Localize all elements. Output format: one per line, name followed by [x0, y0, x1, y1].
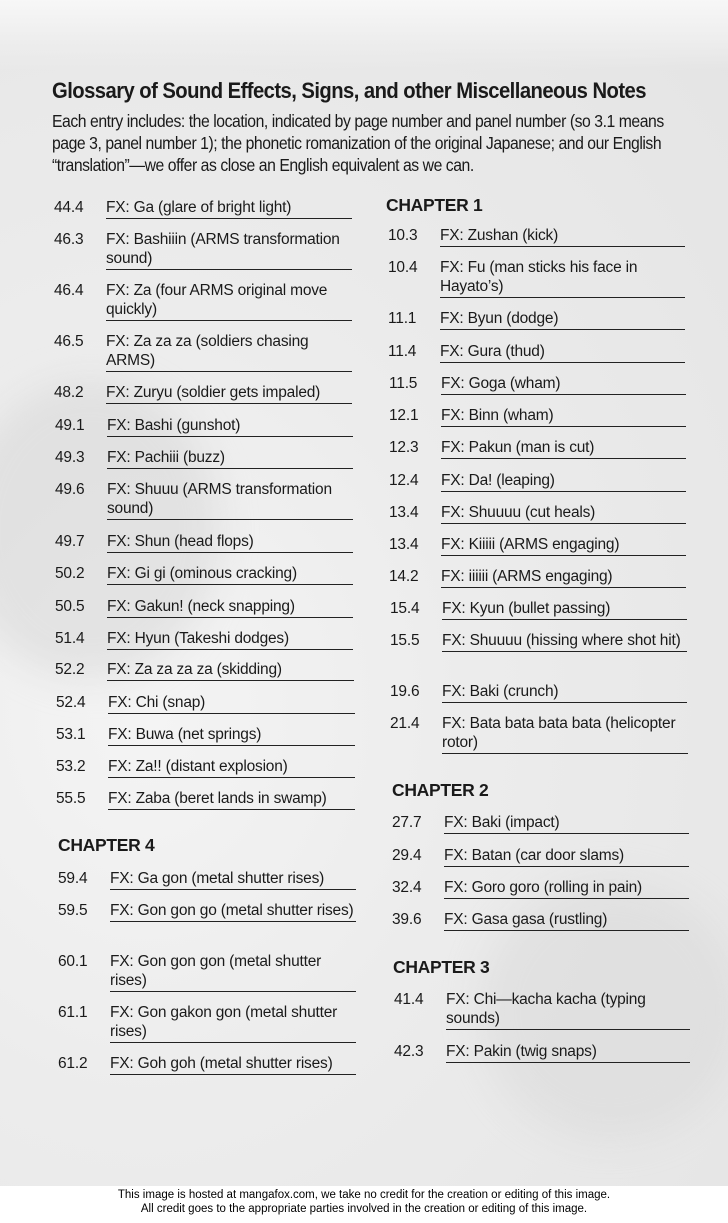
glossary-entry — [58, 1054, 356, 1075]
entry-text: FX: Pachiii (buzz) — [107, 448, 353, 469]
entry-text: FX: Binn (wham) — [441, 406, 686, 427]
entry-text: FX: Gasa gasa (rustling) — [444, 910, 689, 931]
glossary-entry — [54, 383, 352, 404]
entry-text: FX: Zuryu (soldier gets impaled) — [106, 383, 352, 404]
glossary-entry — [392, 813, 689, 834]
entry-text: FX: Baki (impact) — [444, 813, 689, 834]
entry-location: 50.5 — [55, 598, 85, 615]
entry-location: 11.4 — [388, 343, 417, 360]
entry-location: 51.4 — [55, 630, 85, 647]
entry-location: 19.6 — [390, 683, 420, 700]
glossary-entry — [55, 448, 353, 469]
glossary-entry — [56, 693, 355, 714]
entry-text: FX: Batan (car door slams) — [444, 846, 689, 867]
entry-location: 44.4 — [54, 199, 84, 216]
entry-location: 46.4 — [54, 282, 84, 299]
entry-location: 59.4 — [58, 870, 88, 887]
entry-location: 15.4 — [390, 600, 420, 617]
glossary-entry — [58, 869, 356, 890]
entry-location: 53.2 — [56, 758, 86, 775]
glossary-entry — [390, 682, 687, 703]
entry-location: 52.4 — [56, 694, 86, 711]
page-title: Glossary of Sound Effects, Signs, and other Miscellaneous Notes — [52, 78, 646, 103]
entry-location: 49.7 — [55, 533, 85, 550]
glossary-entry — [388, 309, 685, 330]
entry-location: 48.2 — [54, 384, 84, 401]
entry-text: FX: Bashiiin (ARMS transformation sound) — [106, 230, 352, 270]
footer-line: This image is hosted at mangafox.com, we take no credit for the creation or editing of this image. — [117, 1189, 611, 1201]
chapter-1-heading: CHAPTER 1 — [386, 195, 483, 215]
entry-text: FX: Da! (leaping) — [441, 471, 686, 492]
entry-text: FX: Pakun (man is cut) — [441, 438, 686, 459]
entry-text: FX: Za za za za (skidding) — [107, 660, 354, 681]
entry-location: 49.6 — [55, 481, 85, 498]
glossary-entry — [54, 198, 352, 219]
glossary-entry — [58, 1003, 356, 1043]
entry-location: 49.1 — [55, 417, 85, 434]
entry-text: FX: Buwa (net springs) — [108, 725, 355, 746]
glossary-entry — [389, 471, 686, 492]
entry-location: 39.6 — [392, 911, 422, 928]
entry-text: FX: Shuuuu (cut heals) — [441, 503, 686, 524]
glossary-entry — [394, 990, 690, 1030]
entry-text: FX: Hyun (Takeshi dodges) — [107, 629, 353, 650]
entry-location: 52.2 — [55, 661, 85, 678]
entry-location: 14.2 — [389, 568, 419, 585]
entry-location: 61.1 — [58, 1004, 88, 1021]
glossary-entry — [388, 226, 685, 247]
entry-text: FX: Zaba (beret lands in swamp) — [108, 789, 355, 810]
torn-paper-edge — [0, 0, 728, 70]
glossary-entry — [389, 406, 686, 427]
entry-text: FX: Gakun! (neck snapping) — [107, 597, 353, 618]
hosting-credit-footer — [0, 1188, 728, 1216]
glossary-entry — [55, 660, 354, 681]
entry-text: FX: Goro goro (rolling in pain) — [444, 878, 689, 899]
entry-text: FX: Byun (dodge) — [440, 309, 685, 330]
entry-location: 50.2 — [55, 565, 85, 582]
glossary-entry — [55, 532, 353, 553]
entry-text: FX: iiiiii (ARMS engaging) — [441, 567, 686, 588]
entry-location: 46.3 — [54, 231, 84, 248]
glossary-entry — [390, 714, 688, 754]
entry-location: 59.5 — [58, 902, 88, 919]
chapter-3-heading: CHAPTER 3 — [393, 957, 490, 977]
entry-text: FX: Ga (glare of bright light) — [106, 198, 352, 219]
glossary-entry — [56, 757, 355, 778]
glossary-entry — [54, 281, 352, 321]
glossary-entry — [389, 374, 686, 395]
glossary-entry — [388, 342, 685, 363]
glossary-entry — [55, 480, 353, 520]
entry-location: 29.4 — [392, 847, 422, 864]
glossary-entry — [389, 503, 686, 524]
entry-text: FX: Shuuu (ARMS transformation sound) — [107, 480, 353, 520]
glossary-header — [52, 78, 682, 176]
entry-location: 41.4 — [394, 991, 424, 1008]
glossary-entry — [55, 629, 353, 650]
glossary-entry — [388, 258, 685, 298]
entry-text: FX: Ga gon (metal shutter rises) — [110, 869, 356, 890]
entry-text: FX: Shuuuu (hissing where shot hit) — [442, 631, 687, 652]
entry-location: 27.7 — [392, 814, 422, 831]
entry-location: 61.2 — [58, 1055, 88, 1072]
chapter-2-heading: CHAPTER 2 — [392, 780, 489, 800]
entry-location: 46.5 — [54, 333, 84, 350]
glossary-entry — [55, 597, 353, 618]
entry-location: 55.5 — [56, 790, 86, 807]
entry-location: 15.5 — [390, 632, 420, 649]
entry-text: FX: Kiiiii (ARMS engaging) — [441, 535, 686, 556]
glossary-entry — [389, 535, 686, 556]
glossary-entry — [394, 1042, 690, 1063]
glossary-entry — [58, 901, 356, 922]
glossary-entry — [390, 599, 687, 620]
entry-location: 13.4 — [389, 536, 419, 553]
entry-location: 11.1 — [388, 310, 417, 327]
entry-text: FX: Chi—kacha kacha (typing sounds) — [446, 990, 690, 1030]
entry-location: 12.3 — [389, 439, 419, 456]
glossary-entry — [392, 846, 689, 867]
entry-location: 60.1 — [58, 953, 88, 970]
glossary-entry — [392, 878, 689, 899]
entry-text: FX: Chi (snap) — [108, 693, 355, 714]
entry-text: FX: Gura (thud) — [440, 342, 685, 363]
glossary-entry — [389, 438, 686, 459]
entry-location: 32.4 — [392, 879, 422, 896]
entry-text: FX: Za!! (distant explosion) — [108, 757, 355, 778]
entry-text: FX: Kyun (bullet passing) — [442, 599, 687, 620]
entry-text: FX: Fu (man sticks his face in Hayato’s) — [440, 258, 685, 298]
entry-location: 12.4 — [389, 472, 419, 489]
entry-text: FX: Za (four ARMS original move quickly) — [106, 281, 352, 321]
entry-text: FX: Goga (wham) — [441, 374, 686, 395]
entry-location: 10.4 — [388, 259, 418, 276]
entry-location: 13.4 — [389, 504, 419, 521]
entry-text: FX: Gon gon gon (metal shutter rises) — [110, 952, 356, 992]
entry-location: 21.4 — [390, 715, 420, 732]
entry-text: FX: Za za za (soldiers chasing ARMS) — [106, 332, 352, 372]
entry-text: FX: Baki (crunch) — [442, 682, 687, 703]
entry-location: 49.3 — [55, 449, 85, 466]
entry-text: FX: Bashi (gunshot) — [107, 416, 353, 437]
entry-text: FX: Gon gon go (metal shutter rises) — [110, 901, 356, 922]
intro-paragraph: Each entry includes: the location, indicated by page number and panel number (so 3.1 means page 3, panel number 1); the phonetic romanization of the original Japanese; and our English “translation”—we offer as close an English equivalent as we can. — [52, 111, 664, 175]
glossary-entry — [390, 631, 687, 652]
entry-location: 10.3 — [388, 227, 418, 244]
glossary-entry — [58, 952, 356, 992]
glossary-entry — [56, 789, 355, 810]
glossary-entry — [56, 725, 355, 746]
entry-location: 11.5 — [389, 375, 418, 392]
entry-location: 53.1 — [56, 726, 86, 743]
glossary-entry — [55, 416, 353, 437]
entry-text: FX: Pakin (twig snaps) — [446, 1042, 690, 1063]
glossary-entry — [54, 332, 352, 372]
entry-location: 12.1 — [389, 407, 419, 424]
entry-text: FX: Bata bata bata bata (helicopter rotor) — [442, 714, 688, 754]
entry-text: FX: Shun (head flops) — [107, 532, 353, 553]
chapter-4-heading: CHAPTER 4 — [58, 835, 155, 855]
entry-text: FX: Zushan (kick) — [440, 226, 685, 247]
footer-line: All credit goes to the appropriate parties involved in the creation or editing of this image. — [140, 1203, 588, 1215]
entry-location: 42.3 — [394, 1043, 424, 1060]
entry-text: FX: Goh goh (metal shutter rises) — [110, 1054, 356, 1075]
glossary-entry — [389, 567, 686, 588]
glossary-entry — [55, 564, 353, 585]
glossary-entry — [54, 230, 352, 270]
entry-text: FX: Gon gakon gon (metal shutter rises) — [110, 1003, 356, 1043]
entry-text: FX: Gi gi (ominous cracking) — [107, 564, 353, 585]
glossary-entry — [392, 910, 689, 931]
